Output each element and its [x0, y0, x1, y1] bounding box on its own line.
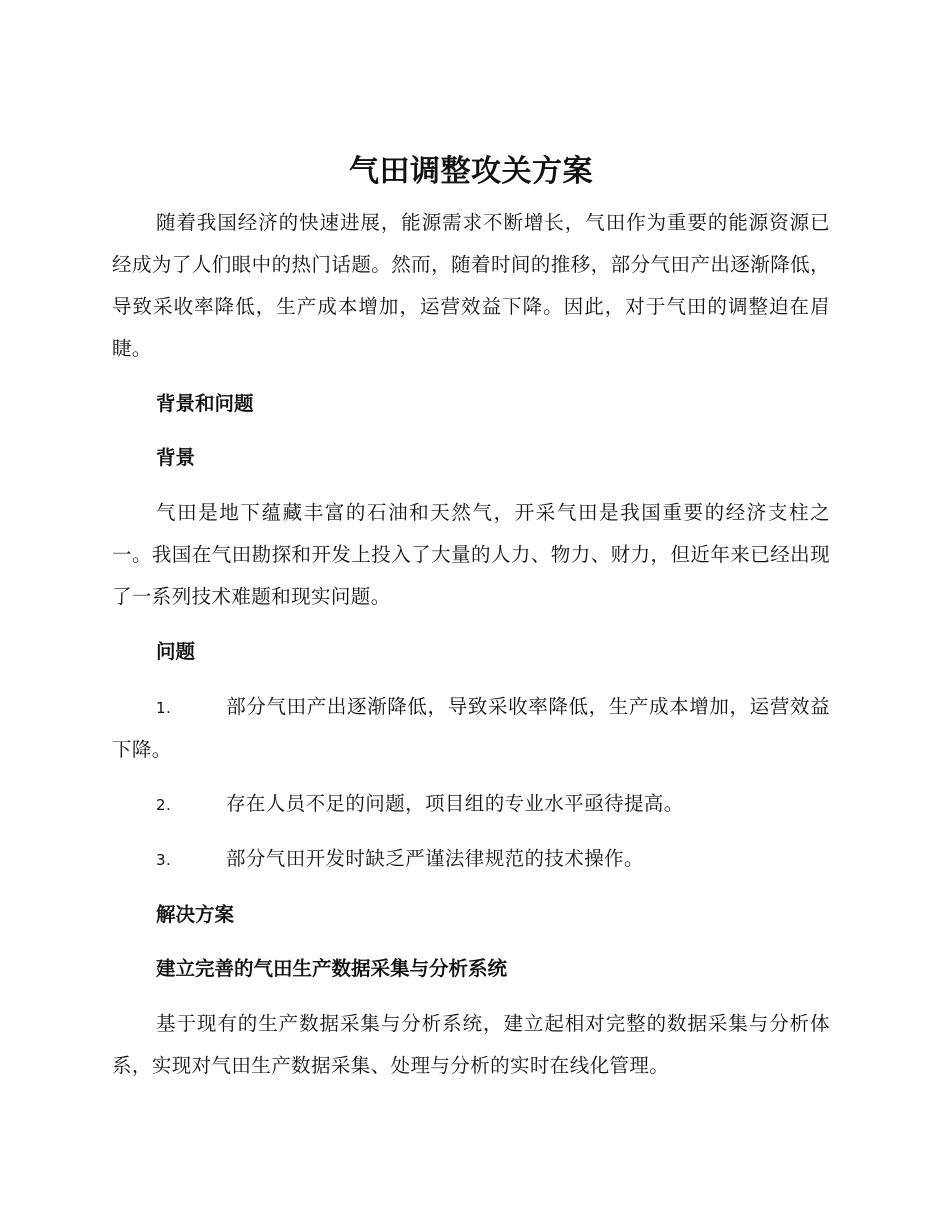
list-number: 1. — [156, 699, 172, 717]
background-paragraph: 气田是地下蕴藏丰富的石油和天然气，开采气田是我国重要的经济支柱之一。我国在气田勘探和开发上投入了大量的人力、物力、财力，但近年来已经出现了一系列技术难题和现实问题。 — [112, 501, 830, 608]
list-item-text: 部分气田产出逐渐降低，导致采收率降低，生产成本增加，运营效益下降。 — [112, 695, 830, 761]
list-number: 3. — [156, 851, 172, 869]
section-heading-solutions: 解决方案 — [156, 903, 235, 926]
list-item-text: 存在人员不足的问题，项目组的专业水平亟待提高。 — [226, 792, 684, 815]
problem-list-item — [112, 838, 830, 881]
section-heading-background-and-problems: 背景和问题 — [156, 392, 254, 415]
problem-list-item — [112, 686, 830, 771]
problem-list-item — [112, 783, 830, 826]
list-number: 2. — [156, 796, 172, 814]
document-page — [112, 146, 830, 1097]
subheading-solution-1: 建立完善的气田生产数据采集与分析系统 — [156, 957, 508, 980]
document-title: 气田调整攻关方案 — [349, 154, 593, 189]
subheading-problems: 问题 — [156, 640, 196, 663]
solution-1-paragraph: 基于现有的生产数据采集与分析系统，建立起相对完整的数据采集与分析体系，实现对气田生产数据采集、处理与分析的实时在线化管理。 — [112, 1012, 830, 1077]
subheading-background: 背景 — [156, 446, 196, 469]
list-item-text: 部分气田开发时缺乏严谨法律规范的技术操作。 — [226, 847, 644, 870]
intro-paragraph: 随着我国经济的快速进展，能源需求不断增长，气田作为重要的能源资源已经成为了人们眼中的热门话题。然而，随着时间的推移，部分气田产出逐渐降低，导致采收率降低，生产成本增加，运营效益下降。因此，对于气田的调整迫在眉睫。 — [112, 211, 830, 360]
